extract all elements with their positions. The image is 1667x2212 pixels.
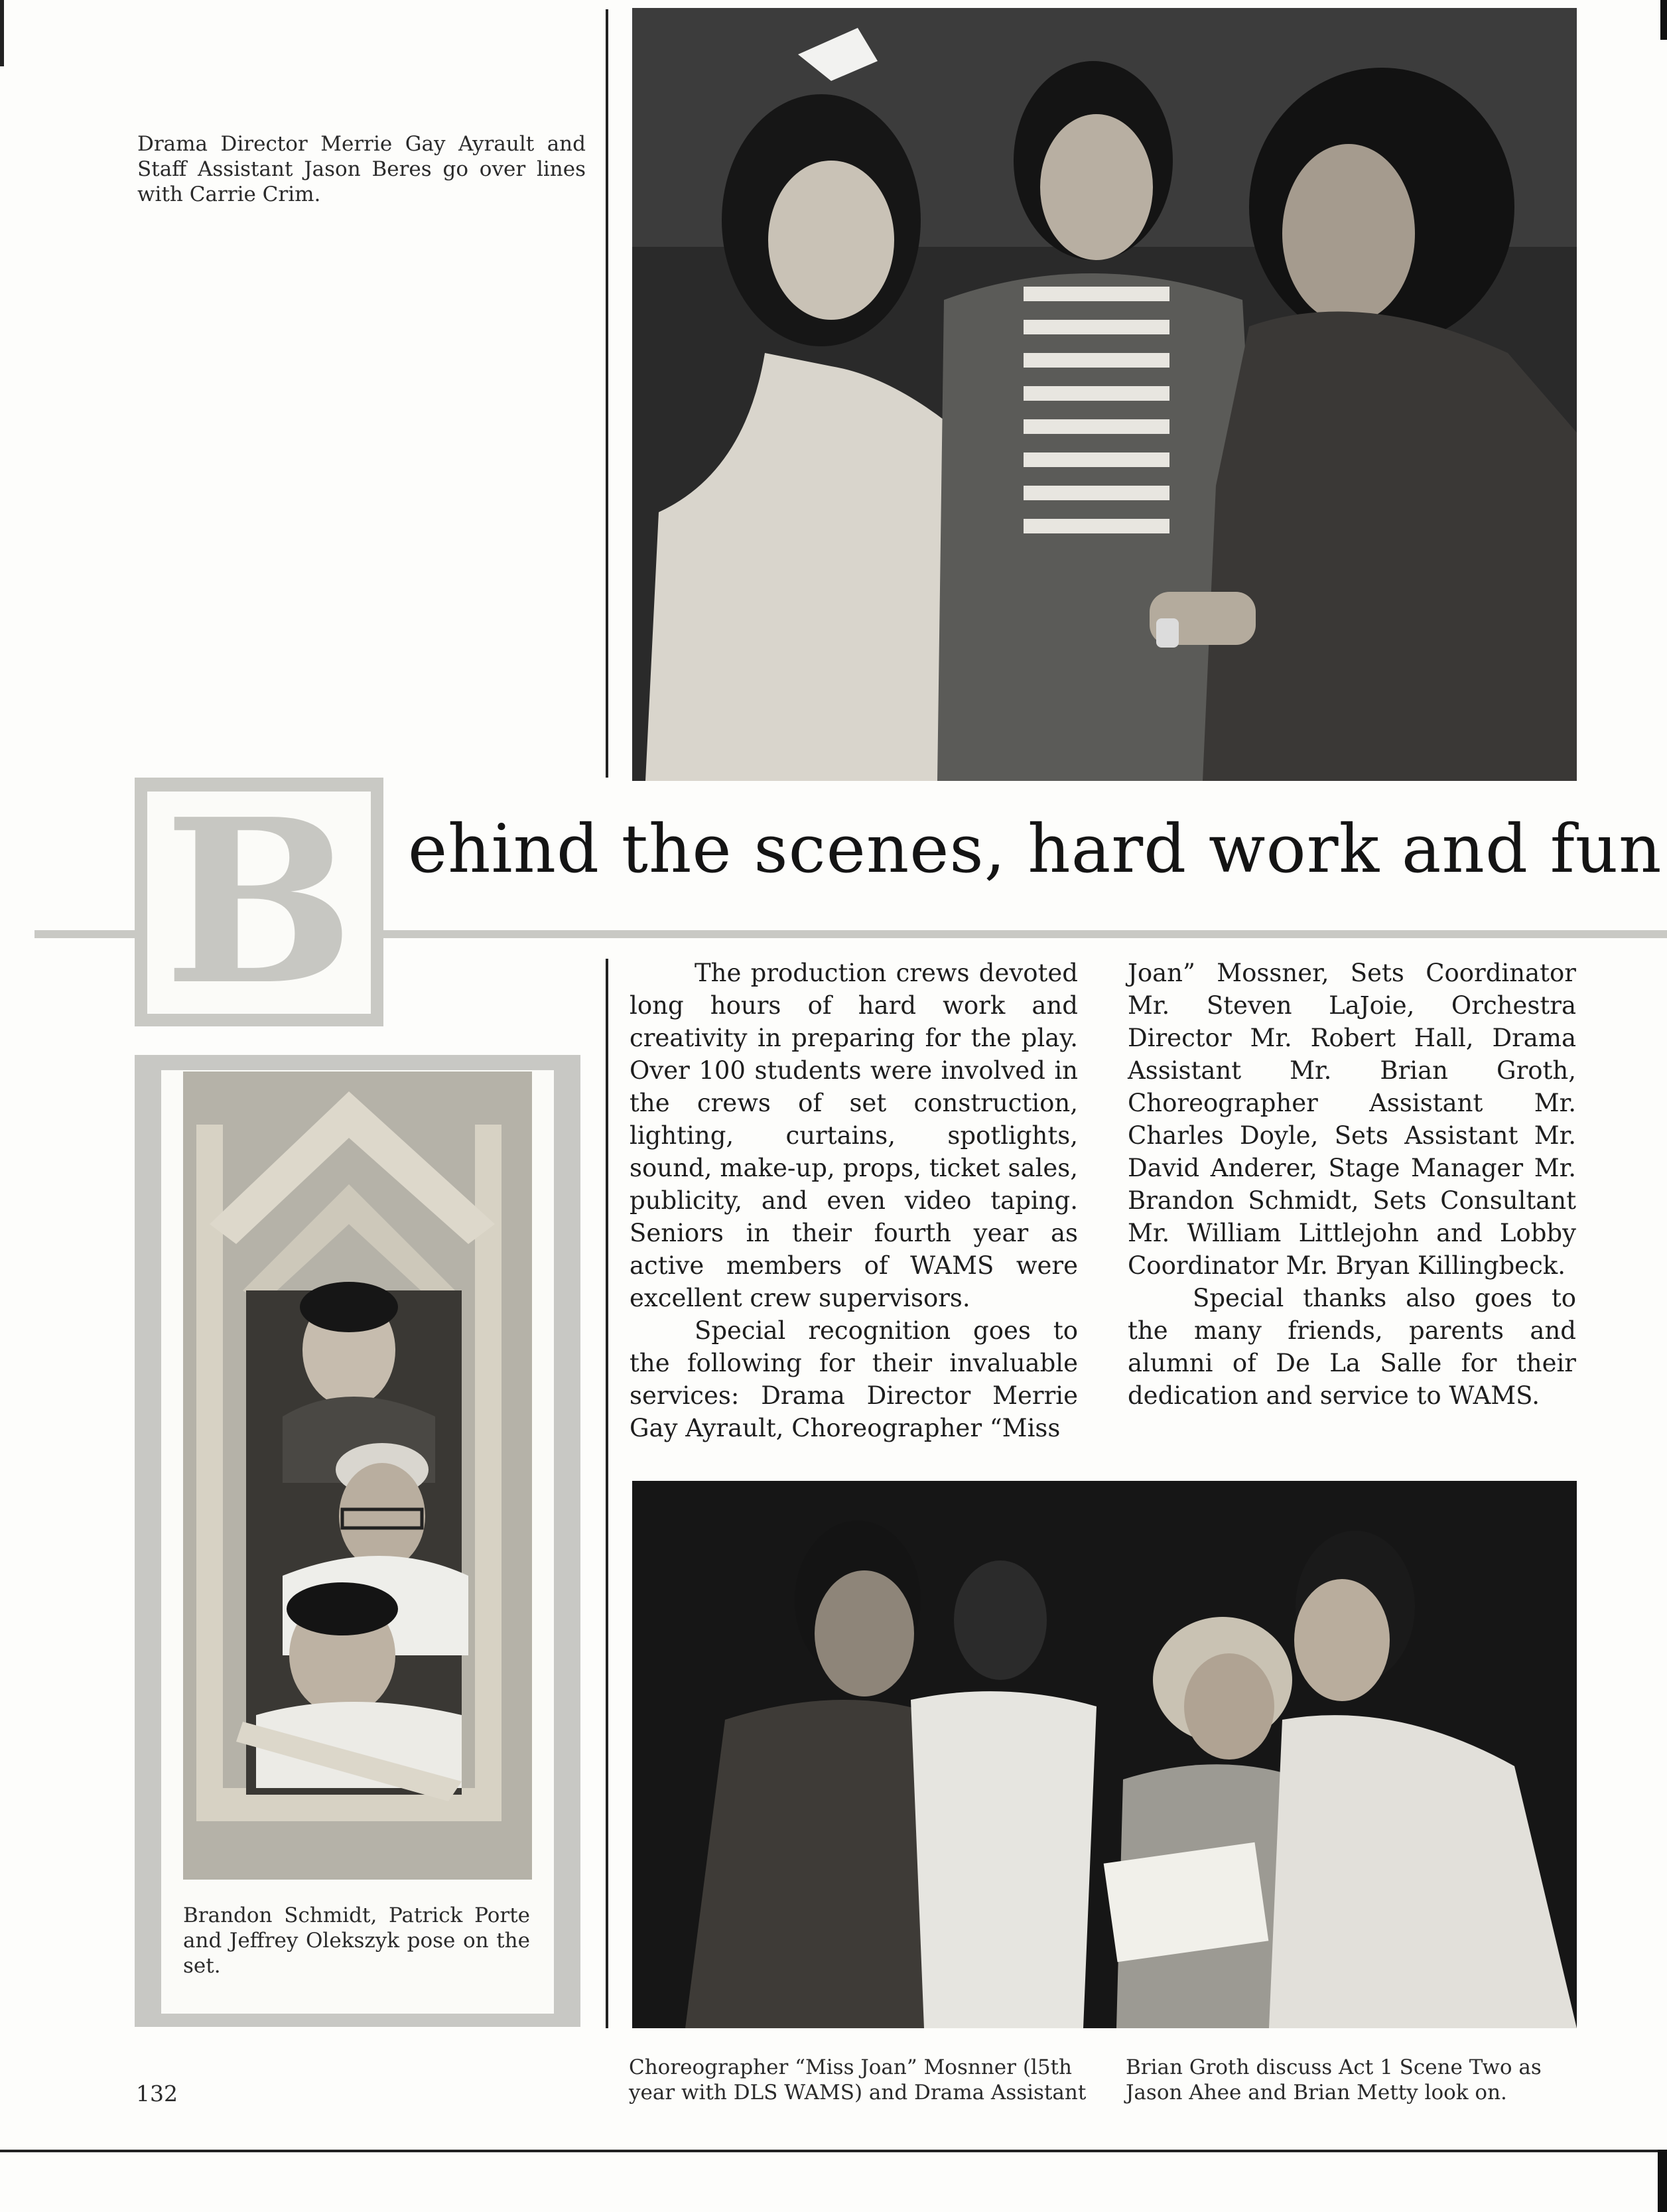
caption-set-photo: Brandon Schmidt, Patrick Porte and Jeffrey Olekszyk pose on the set. [183, 1903, 530, 1978]
photo-set-crew [183, 1071, 532, 1880]
page-edge-mark [0, 0, 4, 66]
column-divider [606, 959, 608, 2028]
body-paragraph: The production crews devoted long hours of hard work and creativity in preparing for the play. Over 100 students were involved in the crews of set construction, lighting, curtains, spotlights, sound, make-up, props, ticket sales, publicity, and even video taping. Seniors in their fourth year as active members of WAMS were excellent crew supervisors. [630, 959, 1078, 1312]
page-headline: ehind the scenes, hard work and fun [408, 810, 1662, 888]
photo-drama-rehearsal-illustration [632, 8, 1577, 781]
page-number: 132 [136, 2081, 178, 2107]
drop-cap-letter: B [163, 770, 355, 1035]
page-edge-mark [1658, 2150, 1667, 2212]
body-paragraph: Special thanks also goes to the many friends, parents and alumni of De La Salle for their dedication and service to WAMS. [1128, 1284, 1576, 1410]
photo-drama-rehearsal [632, 8, 1577, 781]
body-column-1 [630, 957, 1078, 1444]
body-paragraph: Special recognition goes to the following for their invaluable services: Drama Director Merrie Gay Ayrault, Choreographer “Miss [630, 1316, 1078, 1442]
caption-top-photo: Drama Director Merrie Gay Ayrault and Staff Assistant Jason Beres go over lines with Carrie Crim. [137, 132, 586, 206]
photo-choreographer-discussion [632, 1481, 1577, 2028]
body-paragraph: Joan” Mossner, Sets Coordinator Mr. Steven LaJoie, Orchestra Director Mr. Robert Hall, Drama Assistant Mr. Brian Groth, Choreographer Assistant Mr. Charles Doyle, Sets Assistant Mr. David Anderer, Stage Manager Mr. Brandon Schmidt, Sets Consultant Mr. William Littlejohn and Lobby Coordinator Mr. Bryan Killingbeck. [1128, 959, 1576, 1280]
caption-bottom-photo-left: Choreographer “Miss Joan” Mosnner (l5th year with DLS WAMS) and Drama Assistant [629, 2055, 1087, 2105]
headline-rule [34, 930, 139, 938]
column-divider [606, 9, 608, 778]
photo-set-crew-illustration [183, 1071, 532, 1880]
body-column-2 [1128, 957, 1576, 1412]
photo-choreographer-illustration [632, 1481, 1577, 2028]
headline-rule [381, 930, 1667, 938]
page-edge-mark [1660, 0, 1667, 40]
bottom-rule [0, 2150, 1667, 2152]
caption-bottom-photo-right: Brian Groth discuss Act 1 Scene Two as Jason Ahee and Brian Metty look on. [1126, 2055, 1542, 2105]
